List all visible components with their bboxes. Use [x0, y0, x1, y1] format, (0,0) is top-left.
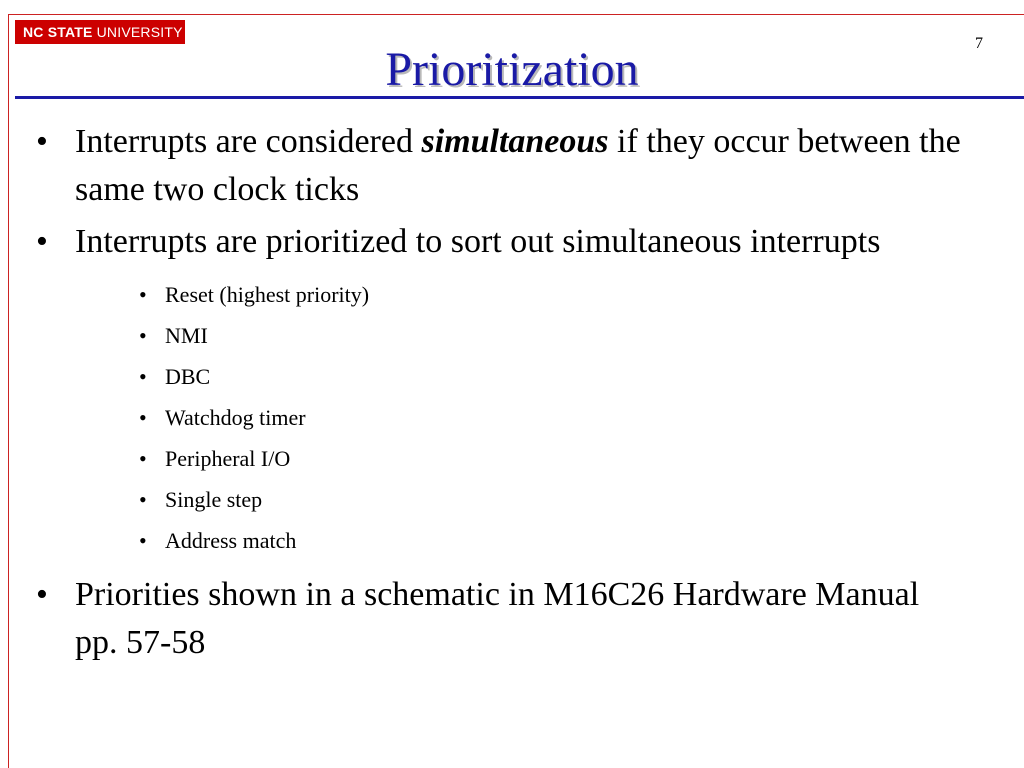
sub-bullet-item [0, 479, 1024, 520]
bullet-dot-icon: • [36, 576, 48, 613]
sub-bullet-item [0, 397, 1024, 438]
bullet-item [0, 218, 1024, 266]
sub-bullet-text: Single step [165, 487, 263, 512]
bullet-dot-icon: • [139, 446, 147, 471]
bullet-text: Priorities shown in a schematic in M16C26 Hardware Manual pp. 57-58 [75, 576, 920, 661]
bullet-dot-icon: • [139, 323, 147, 348]
bullet-dot-icon: • [139, 487, 147, 512]
sub-bullet-item [0, 315, 1024, 356]
sub-bullet-text: Watchdog timer [165, 405, 306, 430]
bullet-list [0, 118, 1024, 671]
sub-bullet-text: Reset (highest priority) [165, 282, 370, 307]
logo-bold-text: NC STATE [23, 24, 93, 40]
bullet-emphasis: simultaneous [421, 123, 609, 160]
bullet-dot-icon: • [139, 405, 147, 430]
sub-bullet-text: Address match [165, 528, 297, 553]
sub-bullet-item [0, 356, 1024, 397]
bullet-text-prefix: Interrupts are considered [75, 123, 422, 160]
sub-bullet-item [0, 438, 1024, 479]
priority-sublist [0, 274, 1024, 561]
logo-light-text: UNIVERSITY [96, 24, 183, 40]
bullet-item [0, 118, 1024, 214]
bullet-dot-icon: • [36, 223, 48, 260]
sub-bullet-text: DBC [165, 364, 211, 389]
sub-bullet-item [0, 274, 1024, 315]
bullet-dot-icon: • [139, 364, 147, 389]
bullet-text: Interrupts are prioritized to sort out simultaneous interrupts [75, 223, 881, 260]
bullet-text-suffix: if they occur between the same two clock ticks [75, 123, 961, 208]
page-number: 7 [975, 35, 983, 52]
sub-bullet-text: NMI [165, 323, 208, 348]
bullet-dot-icon: • [36, 123, 48, 160]
sub-bullet-item [0, 520, 1024, 561]
page-title: Prioritization [385, 43, 639, 96]
bullet-dot-icon: • [139, 528, 147, 553]
title-divider [15, 96, 1024, 99]
bullet-dot-icon: • [139, 282, 147, 307]
bullet-item [0, 571, 1024, 667]
sub-bullet-text: Peripheral I/O [165, 446, 291, 471]
